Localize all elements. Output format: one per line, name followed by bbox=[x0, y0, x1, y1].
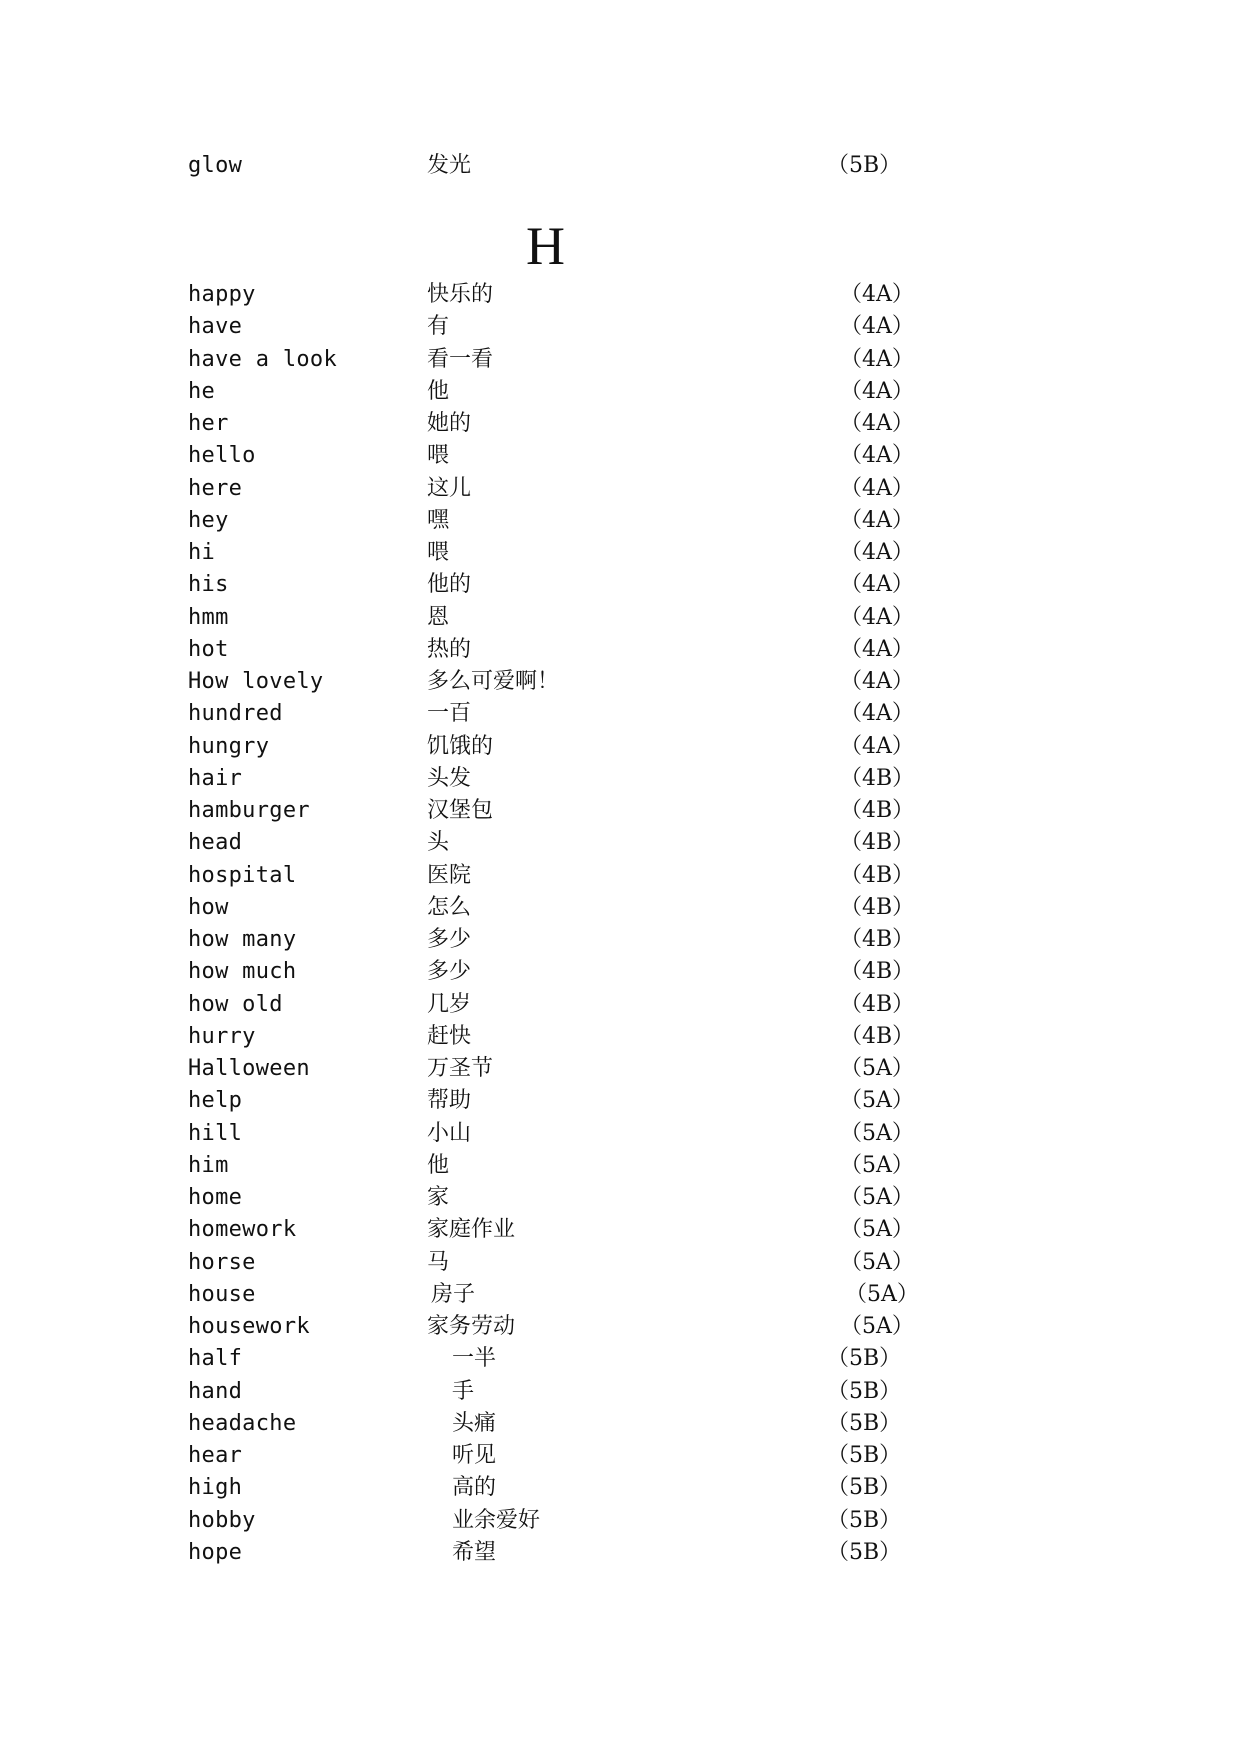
entry-unit: （4A） bbox=[840, 604, 914, 630]
entry-word: hill bbox=[188, 1120, 243, 1146]
entry-unit: （4A） bbox=[840, 314, 914, 340]
entry-meaning: 听见 bbox=[452, 1443, 497, 1468]
entry-meaning: 几岁 bbox=[427, 991, 472, 1017]
vocab-entry bbox=[0, 989, 1241, 1021]
entry-meaning: 一百 bbox=[427, 701, 472, 727]
entry-word: half bbox=[188, 1346, 243, 1372]
entry-word: housework bbox=[188, 1314, 310, 1339]
vocab-entry bbox=[0, 440, 1241, 472]
entry-meaning: 热的 bbox=[427, 636, 472, 662]
vocab-entry bbox=[0, 666, 1241, 698]
vocab-entry bbox=[0, 569, 1241, 601]
entry-word: hamburger bbox=[188, 798, 310, 823]
entry-meaning: 业余爱好 bbox=[452, 1507, 541, 1533]
entry-unit: （4A） bbox=[840, 443, 914, 469]
vocab-entry bbox=[0, 1440, 1241, 1472]
entry-unit: （4A） bbox=[840, 282, 914, 307]
entry-word: head bbox=[188, 830, 243, 856]
entry-meaning: 看一看 bbox=[427, 346, 494, 372]
entry-meaning: 马 bbox=[427, 1249, 450, 1275]
entry-unit: （4B） bbox=[840, 862, 915, 888]
entry-unit: （5B） bbox=[827, 153, 902, 178]
vocab-entry bbox=[0, 1182, 1241, 1214]
entry-word: he bbox=[188, 378, 216, 404]
entry-unit: （5A） bbox=[840, 1249, 914, 1275]
entry-word: hot bbox=[188, 636, 229, 662]
vocab-entry bbox=[0, 279, 1241, 311]
entry-unit: （4B） bbox=[840, 991, 915, 1017]
entry-unit: （5A） bbox=[840, 1185, 914, 1210]
entry-meaning: 嘿 bbox=[427, 507, 450, 533]
entry-meaning: 怎么 bbox=[427, 894, 472, 920]
entry-unit: （4A） bbox=[840, 540, 914, 565]
vocab-entry bbox=[0, 1343, 1241, 1375]
entry-meaning: 这儿 bbox=[427, 475, 472, 501]
entry-word: hey bbox=[188, 507, 229, 533]
vocab-entry bbox=[0, 376, 1241, 408]
entry-meaning: 喂 bbox=[427, 540, 450, 565]
entry-unit: （4A） bbox=[840, 636, 914, 662]
entry-word: his bbox=[188, 572, 229, 598]
vocab-entry bbox=[0, 827, 1241, 859]
vocab-entry bbox=[0, 1021, 1241, 1053]
entry-meaning: 手 bbox=[452, 1378, 475, 1404]
entry-meaning: 有 bbox=[427, 314, 450, 340]
entry-word: hair bbox=[188, 765, 243, 791]
entry-meaning: 万圣节 bbox=[427, 1056, 494, 1081]
entry-unit: （4A） bbox=[840, 669, 914, 694]
vocab-entry-pre bbox=[0, 150, 1241, 182]
entry-word: hello bbox=[188, 443, 256, 469]
vocab-entry bbox=[0, 860, 1241, 892]
vocab-entry bbox=[0, 1053, 1241, 1085]
entry-unit: （4A） bbox=[840, 701, 914, 727]
entry-meaning: 头 bbox=[427, 830, 450, 856]
entry-meaning: 帮助 bbox=[427, 1088, 472, 1114]
vocab-entry bbox=[0, 344, 1241, 376]
entry-word: hand bbox=[188, 1378, 243, 1404]
entry-unit: （5B） bbox=[827, 1507, 902, 1533]
entry-meaning: 一半 bbox=[452, 1346, 497, 1372]
vocab-entry bbox=[0, 698, 1241, 730]
entry-word: here bbox=[188, 475, 243, 501]
entry-meaning: 房子 bbox=[431, 1281, 476, 1307]
entry-meaning: 发光 bbox=[427, 153, 472, 178]
entry-unit: （4B） bbox=[840, 798, 915, 823]
entry-unit: （4B） bbox=[840, 927, 915, 952]
entry-word: home bbox=[188, 1185, 243, 1210]
vocab-entry bbox=[0, 1150, 1241, 1182]
vocab-entry bbox=[0, 537, 1241, 569]
entry-unit: （5B） bbox=[827, 1475, 902, 1501]
vocab-entry bbox=[0, 892, 1241, 924]
entry-word: hi bbox=[188, 540, 216, 565]
entry-meaning: 饥饿的 bbox=[427, 733, 494, 759]
entry-meaning: 头痛 bbox=[452, 1410, 497, 1436]
entry-word: horse bbox=[188, 1249, 256, 1275]
vocab-entry bbox=[0, 602, 1241, 634]
entry-unit: （4A） bbox=[840, 572, 914, 598]
entry-word: hungry bbox=[188, 733, 270, 759]
entry-word: homework bbox=[188, 1217, 297, 1243]
entry-unit: （4B） bbox=[840, 830, 915, 856]
entry-unit: （5A） bbox=[840, 1056, 914, 1081]
entry-word: glow bbox=[188, 153, 243, 178]
entry-meaning: 高的 bbox=[452, 1475, 497, 1501]
vocab-entry bbox=[0, 311, 1241, 343]
entry-unit: （4B） bbox=[840, 1023, 915, 1049]
vocab-entry bbox=[0, 1085, 1241, 1117]
entry-unit: （5A） bbox=[840, 1088, 914, 1114]
entry-word: help bbox=[188, 1088, 243, 1114]
entry-unit: （4B） bbox=[840, 959, 915, 985]
entry-meaning: 家务劳动 bbox=[427, 1314, 516, 1339]
vocab-entry bbox=[0, 473, 1241, 505]
entry-word: have bbox=[188, 314, 243, 340]
entry-word: how old bbox=[188, 991, 283, 1017]
vocab-entry bbox=[0, 1376, 1241, 1408]
entry-word: hear bbox=[188, 1443, 243, 1468]
entry-meaning: 他的 bbox=[427, 572, 472, 598]
entry-meaning: 家 bbox=[427, 1185, 450, 1210]
vocab-entry bbox=[0, 763, 1241, 795]
entry-unit: （4B） bbox=[840, 765, 915, 791]
vocab-entry bbox=[0, 634, 1241, 666]
vocab-entry bbox=[0, 956, 1241, 988]
entry-word: hope bbox=[188, 1539, 243, 1565]
entry-unit: （4A） bbox=[840, 411, 914, 436]
entry-meaning: 多少 bbox=[427, 959, 472, 985]
entry-unit: （4A） bbox=[840, 346, 914, 372]
entry-word: have a look bbox=[188, 346, 337, 372]
entry-word: hmm bbox=[188, 604, 229, 630]
entry-meaning: 医院 bbox=[427, 862, 472, 888]
entry-unit: （5A） bbox=[840, 1120, 914, 1146]
vocab-entry bbox=[0, 1537, 1241, 1569]
entry-unit: （5B） bbox=[827, 1443, 902, 1468]
entry-unit: （5B） bbox=[827, 1539, 902, 1565]
vocab-entry bbox=[0, 795, 1241, 827]
vocab-entry bbox=[0, 924, 1241, 956]
entry-word: Halloween bbox=[188, 1056, 310, 1081]
vocab-entry bbox=[0, 1279, 1241, 1311]
entry-unit: （5A） bbox=[840, 1152, 914, 1178]
entry-meaning: 多么可爱啊！ bbox=[427, 669, 560, 694]
entry-unit: （4A） bbox=[840, 733, 914, 759]
entry-meaning: 多少 bbox=[427, 927, 472, 952]
entry-word: him bbox=[188, 1152, 229, 1178]
section-heading-letter: H bbox=[526, 216, 565, 276]
entry-word: how much bbox=[188, 959, 297, 985]
entry-word: how bbox=[188, 894, 229, 920]
entry-unit: （5B） bbox=[827, 1378, 902, 1404]
entry-word: how many bbox=[188, 927, 297, 952]
vocab-entry bbox=[0, 1505, 1241, 1537]
vocab-entry bbox=[0, 1472, 1241, 1504]
entry-word: happy bbox=[188, 282, 256, 307]
vocab-entry bbox=[0, 505, 1241, 537]
entry-unit: （4B） bbox=[840, 894, 915, 920]
entry-meaning: 他 bbox=[427, 1152, 450, 1178]
entry-meaning: 他 bbox=[427, 378, 450, 404]
vocab-entry bbox=[0, 1408, 1241, 1440]
entry-word: hundred bbox=[188, 701, 283, 727]
entry-meaning: 喂 bbox=[427, 443, 450, 469]
entry-meaning: 快乐的 bbox=[427, 282, 494, 307]
entry-meaning: 恩 bbox=[427, 604, 450, 630]
entry-meaning: 小山 bbox=[427, 1120, 472, 1146]
entry-unit: （4A） bbox=[840, 475, 914, 501]
entry-unit: （5A） bbox=[840, 1217, 914, 1243]
entry-meaning: 希望 bbox=[452, 1539, 497, 1565]
entry-unit: （5A） bbox=[845, 1281, 919, 1307]
entry-word: How lovely bbox=[188, 669, 324, 694]
entry-word: her bbox=[188, 411, 229, 436]
entry-word: hurry bbox=[188, 1023, 256, 1049]
entry-word: hospital bbox=[188, 862, 297, 888]
entry-meaning: 赶快 bbox=[427, 1023, 472, 1049]
vocab-entry bbox=[0, 1247, 1241, 1279]
entry-unit: （5B） bbox=[827, 1346, 902, 1372]
entry-word: hobby bbox=[188, 1507, 256, 1533]
vocab-entry bbox=[0, 1214, 1241, 1246]
vocab-entry bbox=[0, 1118, 1241, 1150]
vocab-entry bbox=[0, 731, 1241, 763]
entry-meaning: 她的 bbox=[427, 411, 472, 436]
entry-unit: （5B） bbox=[827, 1410, 902, 1436]
entry-unit: （4A） bbox=[840, 378, 914, 404]
entry-meaning: 汉堡包 bbox=[427, 798, 494, 823]
entry-word: headache bbox=[188, 1410, 297, 1436]
entry-unit: （5A） bbox=[840, 1314, 914, 1339]
entry-meaning: 家庭作业 bbox=[427, 1217, 516, 1243]
vocab-entry bbox=[0, 1311, 1241, 1343]
entry-word: high bbox=[188, 1475, 243, 1501]
entry-word: house bbox=[188, 1281, 256, 1307]
entry-meaning: 头发 bbox=[427, 765, 472, 791]
entry-unit: （4A） bbox=[840, 507, 914, 533]
vocab-entry bbox=[0, 408, 1241, 440]
